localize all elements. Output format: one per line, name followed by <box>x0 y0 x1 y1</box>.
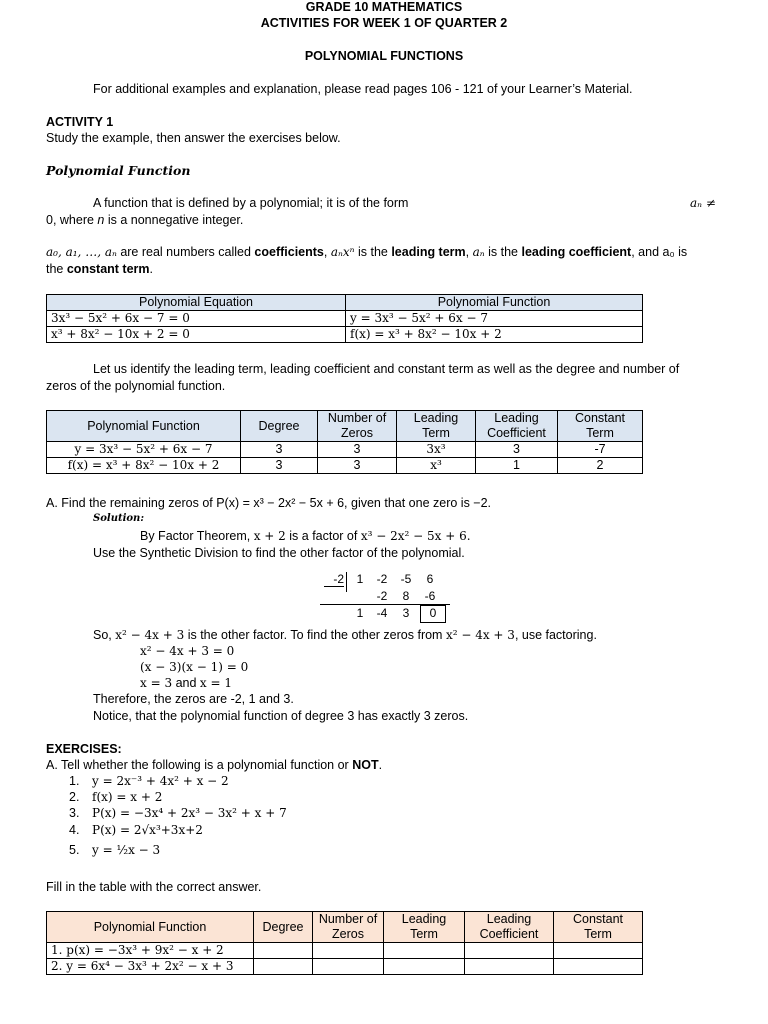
table1-cell: 3x³ − 5x² + 6x − 7 = 0 <box>47 311 346 327</box>
table3-header: Constant Term <box>554 912 643 943</box>
coef-bold: leading coefficient <box>521 245 632 259</box>
division-cell: -4 <box>376 606 388 620</box>
factor-math: x³ − 2x² − 5x + 6. <box>360 529 471 543</box>
step1: x² − 4x + 3 = 0 <box>140 644 235 658</box>
item-expression: y = ½x − 3 <box>92 843 161 857</box>
table-row <box>47 327 643 343</box>
so-math: x² − 4x + 3 <box>445 628 515 642</box>
section-subtitle: Polynomial Function <box>46 163 191 178</box>
table3-header: Leading Coefficient <box>465 912 554 943</box>
table3-cell: 1. p(x) = −3x³ + 9x² − x + 2 <box>47 943 254 959</box>
division-cell: 1 <box>356 572 364 586</box>
equation-table <box>46 294 643 343</box>
table2-cell: 3 <box>318 442 397 458</box>
so-text: is the other factor. To find the other zeros from <box>184 628 446 642</box>
header-line1: GRADE 10 MATHEMATICS <box>305 0 463 14</box>
table3-header: Leading Term <box>384 912 465 943</box>
table3-input-cell[interactable] <box>554 959 643 975</box>
table-row <box>47 959 643 975</box>
coef-vars: a₀, a₁, …, aₙ <box>46 245 117 259</box>
therefore-line: Therefore, the zeros are -2, 1 and 3. <box>93 692 294 706</box>
item-number: 4. <box>69 823 80 837</box>
topic-title: POLYNOMIAL FUNCTIONS <box>304 49 464 63</box>
item-number: 2. <box>69 790 80 804</box>
table3-header: Polynomial Function <box>47 912 254 943</box>
step2: (x − 3)(x − 1) = 0 <box>140 660 249 674</box>
table2-cell: 2 <box>558 458 643 474</box>
solution-label: Solution: <box>93 513 145 524</box>
identify-line2: zeros of the polynomial function. <box>46 379 226 393</box>
factor-math: x + 2 <box>253 529 286 543</box>
table3-input-cell[interactable] <box>384 943 465 959</box>
table2-cell: 3 <box>318 458 397 474</box>
division-cell: -2 <box>376 572 388 586</box>
division-bar <box>346 572 347 592</box>
table2-cell: -7 <box>558 442 643 458</box>
list-item <box>69 823 203 837</box>
table2-cell: 1 <box>476 458 558 474</box>
table1-header: Polynomial Equation <box>47 295 346 311</box>
table2-cell: x³ <box>397 458 476 474</box>
coef-text: are real numbers called <box>116 245 255 259</box>
table-row <box>47 442 643 458</box>
identify-line1: Let us identify the leading term, leading coefficient and constant term as well as the degree and number of <box>93 362 680 376</box>
table3-cell: 2. y = 6x⁴ − 3x³ + 2x² − x + 3 <box>47 959 254 975</box>
table3-header: Degree <box>254 912 313 943</box>
table3-input-cell[interactable] <box>384 959 465 975</box>
table2-cell: 3x³ <box>397 442 476 458</box>
division-cell: -6 <box>424 589 436 603</box>
definition-right: aₙ ≠ <box>690 196 716 210</box>
table3-input-cell[interactable] <box>313 943 384 959</box>
step3-text: and <box>172 676 200 690</box>
intro-text: For additional examples and explanation, please read pages 106 - 121 of your Learner’s Material. <box>93 82 633 96</box>
identify-table <box>46 410 643 474</box>
table1-cell: y = 3x³ − 5x² + 6x − 7 <box>346 311 643 327</box>
coef-text: , <box>323 245 331 259</box>
synthetic-division <box>320 572 450 628</box>
item-number: 5. <box>69 843 80 857</box>
so-math: x² − 4x + 3 <box>115 628 185 642</box>
instruction-text: . <box>378 758 383 772</box>
table2-cell: 3 <box>241 442 318 458</box>
so-text: , use factoring. <box>514 628 597 642</box>
coef-text: is the <box>484 245 522 259</box>
table3-input-cell[interactable] <box>554 943 643 959</box>
remainder-box: 0 <box>420 605 446 623</box>
def-text-end: is a nonnegative integer. <box>104 213 244 227</box>
synthetic-line: Use the Synthetic Division to find the other factor of the polynomial. <box>93 546 465 560</box>
table3-input-cell[interactable] <box>313 959 384 975</box>
table2-header: Number of Zeros <box>318 411 397 442</box>
division-cell: 6 <box>426 572 434 586</box>
table2-header: Constant Term <box>558 411 643 442</box>
table2-cell: f(x) = x³ + 8x² − 10x + 2 <box>47 458 241 474</box>
coef-text: is the <box>354 245 392 259</box>
coefficient-line2 <box>46 262 153 276</box>
exercises-instruction <box>46 758 382 772</box>
table2-header: Leading Coefficient <box>476 411 558 442</box>
item-expression: P(x) = 2√x³+3x+2 <box>92 823 203 837</box>
division-divisor: -2 <box>324 572 344 587</box>
item-number: 3. <box>69 806 80 820</box>
coef-text: the <box>46 262 67 276</box>
table2-cell: y = 3x³ − 5x² + 6x − 7 <box>47 442 241 458</box>
table1-header: Polynomial Function <box>346 295 643 311</box>
list-item <box>69 774 229 788</box>
coef-an: aₙ <box>472 245 485 259</box>
notice-line: Notice, that the polynomial function of degree 3 has exactly 3 zeros. <box>93 709 469 723</box>
table-row <box>47 458 643 474</box>
header-line2: ACTIVITIES FOR WEEK 1 OF QUARTER 2 <box>260 16 508 30</box>
table2-header: Polynomial Function <box>47 411 241 442</box>
table3-input-cell[interactable] <box>465 943 554 959</box>
instruction-text: A. Tell whether the following is a polynomial function or <box>46 758 353 772</box>
factor-text: By Factor Theorem, <box>140 529 254 543</box>
step3-math: x = 1 <box>199 676 232 690</box>
division-cell: 8 <box>402 589 410 603</box>
step3 <box>140 676 232 690</box>
list-item <box>69 843 160 857</box>
table2-cell: 3 <box>241 458 318 474</box>
division-cell: -5 <box>400 572 412 586</box>
so-text: So, <box>93 628 116 642</box>
table1-cell: x³ + 8x² − 10x + 2 = 0 <box>47 327 346 343</box>
coef-anxn: aₙxⁿ <box>330 245 355 259</box>
coef-bold: leading term <box>391 245 466 259</box>
item-expression: y = 2x⁻³ + 4x² + x − 2 <box>92 774 229 788</box>
table-row <box>47 311 643 327</box>
def-n: n <box>97 213 105 227</box>
table3-header: Number of Zeros <box>313 912 384 943</box>
instruction-not: NOT <box>352 758 379 772</box>
coef-bold: constant term <box>66 262 150 276</box>
definition-line2 <box>46 213 243 227</box>
division-cell: 1 <box>356 606 364 620</box>
item-expression: P(x) = −3x⁴ + 2x³ − 3x² + x + 7 <box>92 806 287 820</box>
fill-instruction: Fill in the table with the correct answer. <box>46 880 262 894</box>
coef-text: , and a₀ is <box>631 245 688 259</box>
table3-input-cell[interactable] <box>465 959 554 975</box>
coefficient-line1 <box>46 245 726 259</box>
definition-line1: A function that is defined by a polynomial; it is of the form <box>93 196 409 210</box>
step3-math: x = 3 <box>140 676 173 690</box>
coef-text: . <box>149 262 153 276</box>
def-text: 0, where <box>46 213 98 227</box>
table3-input-cell[interactable] <box>254 959 313 975</box>
table1-cell: f(x) = x³ + 8x² − 10x + 2 <box>346 327 643 343</box>
factor-text: is a factor of <box>285 529 361 543</box>
list-item <box>69 806 287 820</box>
item-number: 1. <box>69 774 80 788</box>
coef-bold: coefficients <box>254 245 324 259</box>
so-line <box>93 628 597 642</box>
exercise-table <box>46 911 643 975</box>
exercises-title: EXERCISES: <box>46 742 122 756</box>
table-row <box>47 943 643 959</box>
activity-title: ACTIVITY 1 <box>46 115 114 129</box>
table3-input-cell[interactable] <box>254 943 313 959</box>
factor-line <box>140 529 471 543</box>
example-prompt: A. Find the remaining zeros of P(x) = x³ − 2x² − 5x + 6, given that one zero is −2. <box>46 496 492 510</box>
table2-cell: 3 <box>476 442 558 458</box>
coef-text: , <box>465 245 473 259</box>
item-expression: f(x) = x + 2 <box>92 790 163 804</box>
list-item <box>69 790 162 804</box>
table2-header: Degree <box>241 411 318 442</box>
table2-header: Leading Term <box>397 411 476 442</box>
division-cell: -2 <box>376 589 388 603</box>
division-cell: 3 <box>402 606 410 620</box>
activity-instruction: Study the example, then answer the exercises below. <box>46 131 341 145</box>
